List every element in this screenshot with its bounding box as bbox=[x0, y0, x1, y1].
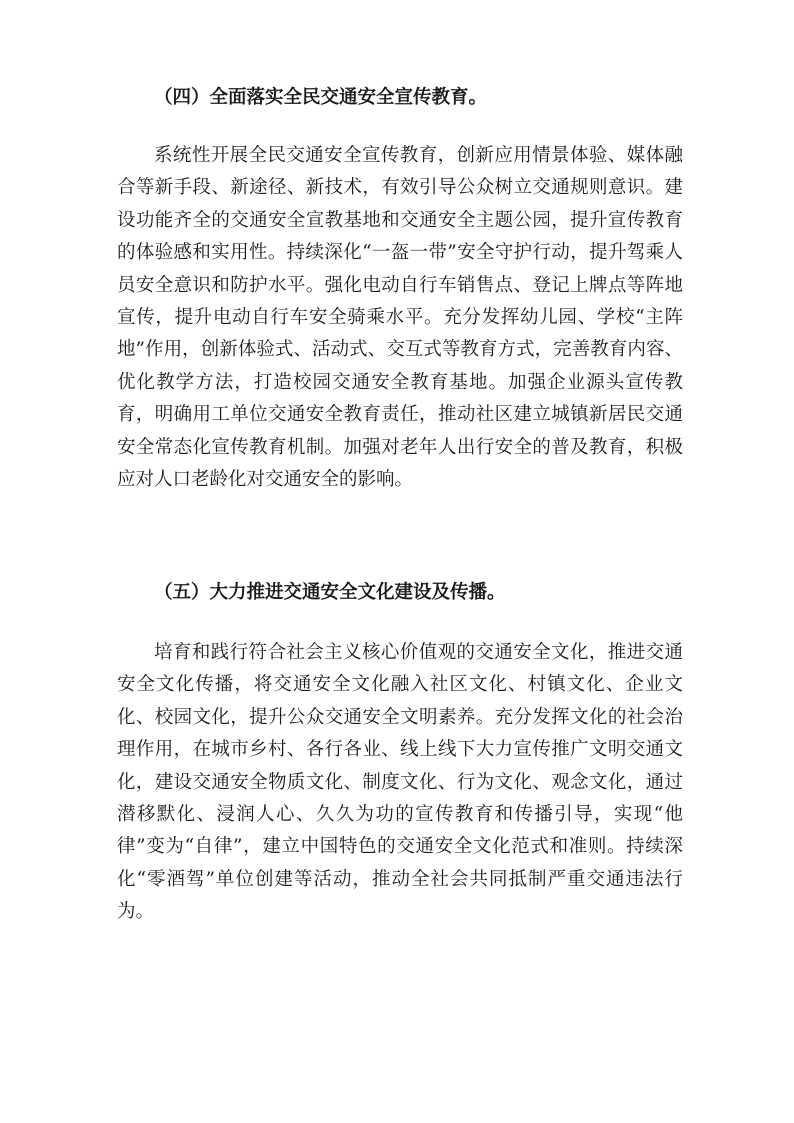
section-paragraph-5: 培育和践行符合社会主义核心价值观的交通安全文化，推进交通安全文化传播，将交通安全文化融入社区文化、村镇文化、企业文化、校园文化，提升公众交通安全文明素养。充分发挥文化的社会治理作用，在城市乡村、各行各业、线上线下大力宣传推广文明交通文化，建设交通安全物质文化、制度文化、行为文化、观念文化，通过潜移默化、浸润人心、久久为功的宣传教育和传播引导，实现“他律”变为“自律”，建立中国特色的交通安全文化范式和准则。持续深化“零酒驾”单位创建等活动，推动全社会共同抵制严重交通违法行为。 bbox=[117, 642, 683, 923]
section-heading-5: （五）大力推进交通安全文化建设及传播。 bbox=[154, 582, 506, 603]
section-paragraph-4: 系统性开展全民交通安全宣传教育，创新应用情景体验、媒体融合等新手段、新途径、新技术，有效引导公众树立交通规则意识。建设功能齐全的交通安全宣教基地和交通安全主题公园，提升宣传教育的体验感和实用性。持续深化“一盔一带”安全守护行动，提升驾乘人员安全意识和防护水平。强化电动自行车销售点、登记上牌点等阵地宣传，提升电动自行车安全骑乘水平。充分发挥幼儿园、学校“主阵地”作用，创新体验式、活动式、交互式等教育方式，完善教育内容、优化教学方法，打造校园交通安全教育基地。加强企业源头宣传教育，明确用工单位交通安全教育责任，推动社区建立城镇新居民交通安全常态化宣传教育机制。加强对老年人出行安全的普及教育，积极应对人口老龄化对交通安全的影响。 bbox=[117, 145, 683, 491]
section-heading-4: （四）全面落实全民交通安全宣传教育。 bbox=[154, 87, 488, 108]
